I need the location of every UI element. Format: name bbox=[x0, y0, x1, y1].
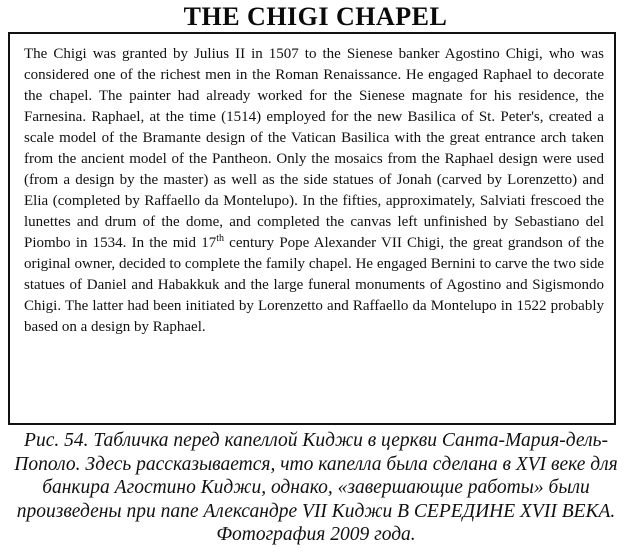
plaque-title: THE CHIGI CHAPEL bbox=[183, 2, 448, 31]
plaque-text-part-2: century Pope Alexander VII Chigi, the great grandson of the original owner, decided to complete the family chapel. He engaged Bernini to carve the two side statues of Daniel and Habakkuk and the large funeral monuments of Agostino and Sigismondo Chigi. The latter had been initiated by Lorenzetto and Raffaello da Montelupo in 1522 probably based on a design by Raphael. bbox=[24, 235, 605, 335]
figure-caption: Рис. 54. Табличка перед капеллой Киджи в церкви Санта-Мария-дель-Пополо. Здесь рассказывается, что капелла была сделана в XVI веке для банкира Агостино Киджи, однако, «завершающие работы» были произведены при папе Александре VII Киджи В СЕРЕДИНЕ XVII ВЕКА. Фотография 2009 года. bbox=[14, 430, 618, 545]
ordinal-suffix: th bbox=[216, 233, 225, 244]
plaque-body-text bbox=[24, 44, 604, 338]
plaque-text-part-1: The Chigi was granted by Julius II in 1507 to the Sienese banker Agostino Chigi, who was considered one of the richest men in the Roman Renaissance. He engaged Raphael to decorate the chapel. The painter had already worked for the Sienese magnate for his residence, the Farnesina. Raphael, at the time (1514) employed for the new Basilica of St. Peter's, created a scale model of the Bramante design of the Vatican Basilica with the great entrance arch taken from the ancient model of the Pantheon. Only the mosaics from the Raphael design were used (from a design by the master) as well as the side statues of Jonah (carved by Lorenzetto) and Elia (completed by Raffaello da Montelupo). In the fifties, approximately, Salviati frescoed the lunettes and drum of the dome, and completed the canvas left unfinished by Sebastiano del Piombo in 1534. In the mid 17 bbox=[24, 46, 604, 251]
